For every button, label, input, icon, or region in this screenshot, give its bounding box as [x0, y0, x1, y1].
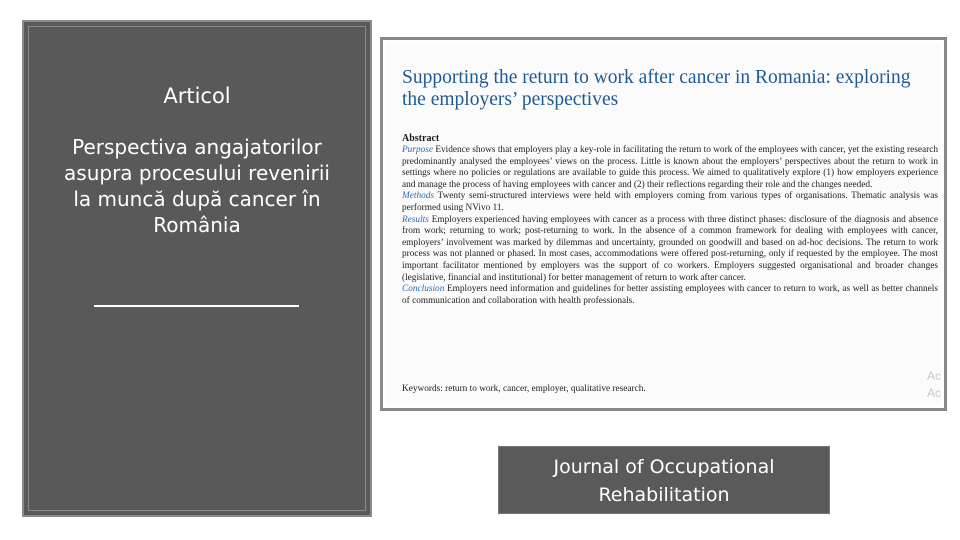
journal-name-box — [498, 446, 830, 514]
divider-line — [94, 305, 299, 307]
section-label: Results — [402, 214, 429, 225]
watermark-line: Ac — [926, 369, 941, 383]
section-label: Conclusion — [402, 284, 445, 295]
paper-screenshot — [380, 37, 947, 411]
paper-title: Supporting the return to work after cancer in Romania: exploring the employers’ perspectives — [402, 67, 911, 110]
article-label: Articol — [163, 84, 231, 108]
section-text: Twenty semi-structured interviews were held with employers coming from various types of organisations. Thematic analysis was performed using NVivo 11. — [402, 191, 939, 213]
article-info-panel — [22, 20, 372, 517]
section-label: Purpose — [402, 145, 433, 155]
section-text: Employers experienced having employees with cancer as a process with three distinct phases: disclosure of the diagnosis and absence from work; returning to work; post-returning to work. In the absence of a common framework for dealing with employees with cancer, employers’ involvement was marked by dilemmas and uncertainty, grounded on goodwill and based on ad-hoc decisions. The return to work process was not planned or phased. In most cases, accommodations were offered post-returning, only if requested by the employee. The most important facilitator mentioned by employers was the support of co workers. Employers suggested organisational and broader changes (legislative, financial and institutional) for better management of return to work after cancer. — [402, 214, 939, 283]
journal-name-line: Journal of Occupational — [553, 456, 775, 478]
abstract-heading: Abstract — [402, 133, 440, 144]
section-label: Methods — [402, 191, 435, 202]
watermark-line: Ac — [926, 386, 941, 400]
abstract-purpose — [402, 145, 938, 191]
journal-name-line: Rehabilitation — [598, 484, 730, 506]
abstract-methods — [402, 191, 938, 214]
article-title-ro: Perspectiva angajatorilor asupra procesului revenirii la muncă după cancer în România — [64, 135, 330, 237]
abstract-body — [402, 145, 938, 307]
section-text: Employers need information and guidelines for better assisting employees with cancer to return to work, as well as better channels of communication and collaboration with health professionals. — [402, 284, 938, 306]
keywords: Keywords: return to work, cancer, employer, qualitative research. — [402, 384, 646, 394]
abstract-conclusion — [402, 284, 938, 307]
section-text: Evidence shows that employers play a key-role in facilitating the return to work of the employees with cancer, yet the existing research predominantly analysed the employees’ views on the process. Little is known about the employers’ perspectives about the return to work in settings where no policies or regulations are available to guide this process. We aimed to qualitatively explore (1) how employers experience and manage the process of having employees with cancer and (2) their reflections regarding their role and the changes needed. — [402, 145, 938, 190]
paper-page — [386, 43, 941, 405]
abstract-results — [402, 215, 938, 285]
activation-watermark — [927, 368, 941, 402]
